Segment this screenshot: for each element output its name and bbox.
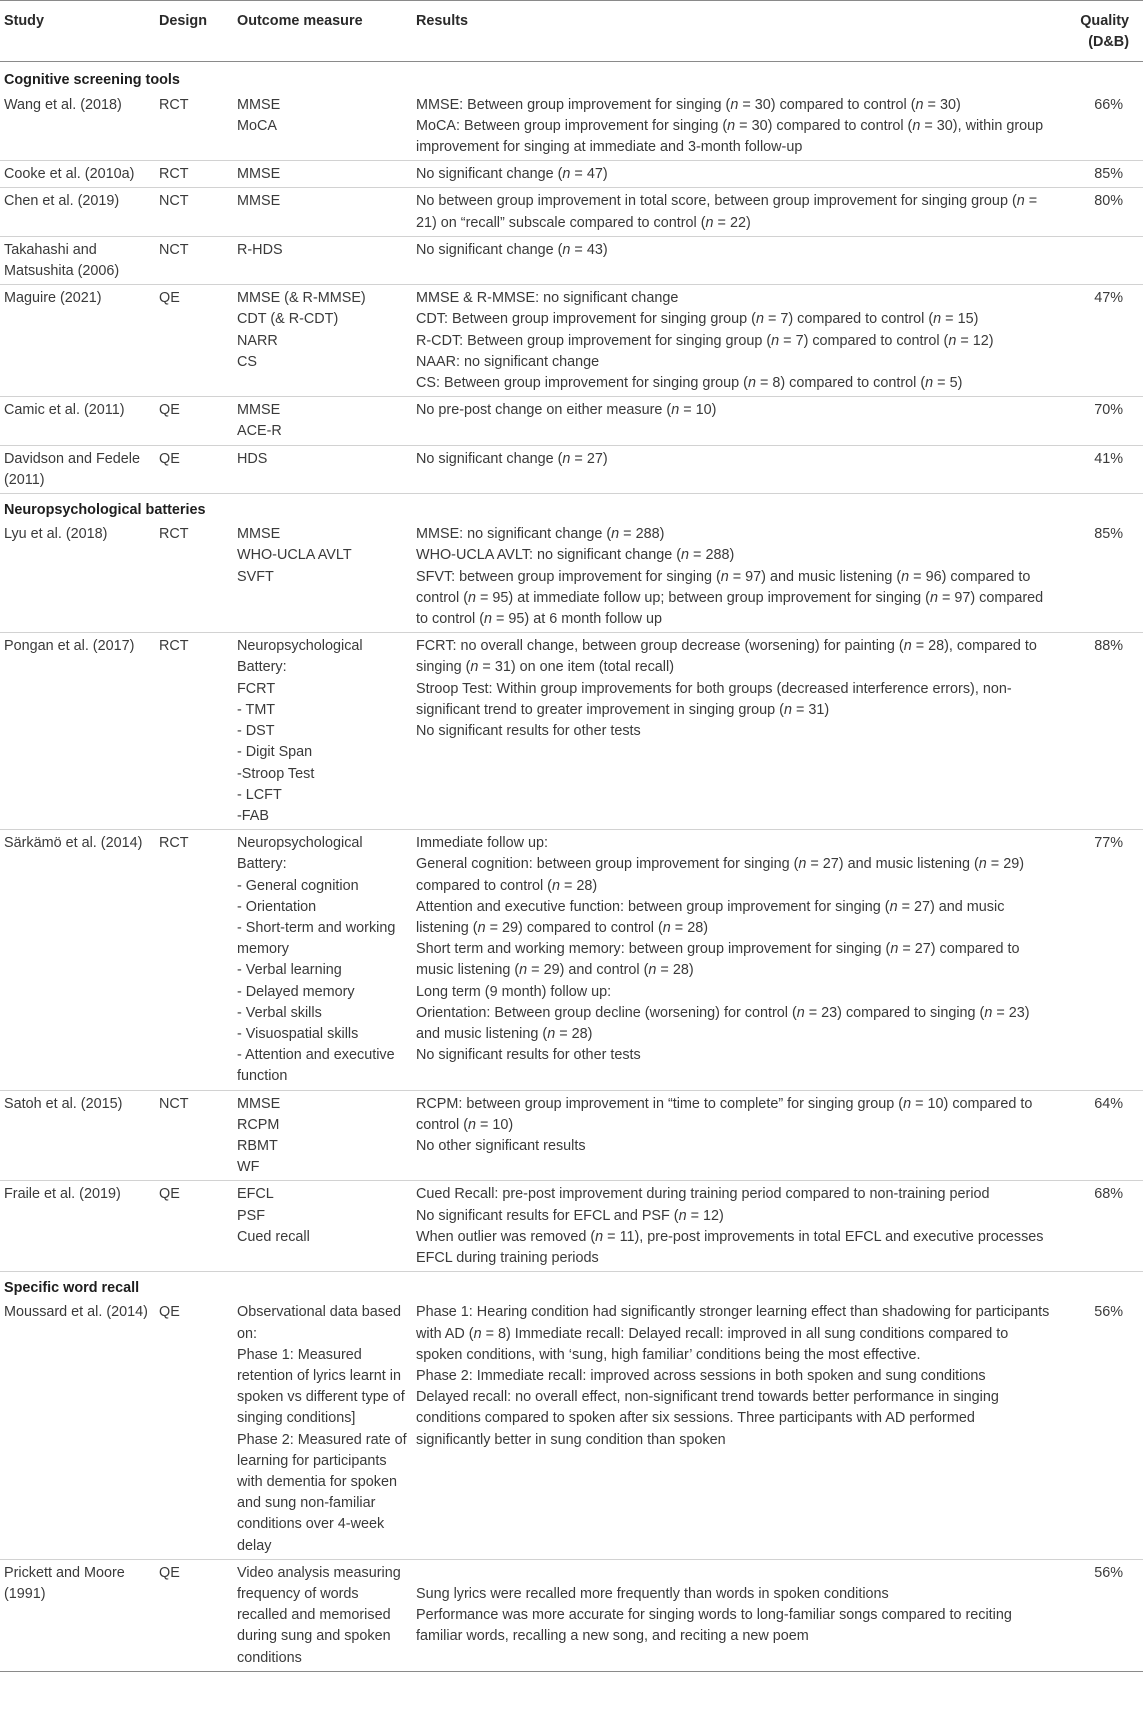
design-cell: QE [155,445,233,493]
outcome-measure-line: HDS [237,450,268,467]
result-line: MoCA: Between group improvement for singing (n = 30) compared to control (n = 30), within group improvement for singing at immediate and 3-month follow-up [416,117,1044,156]
outcome-measure-line: R-HDS [237,241,283,258]
table-row [0,1090,1143,1181]
outcome-measure-line: -FAB [237,807,269,824]
result-line: No other significant results [416,1137,586,1154]
results-cell [412,1559,1063,1671]
quality-cell: 88% [1063,633,1143,830]
outcome-measure-line: - Visuospatial skills [237,1025,359,1042]
design-cell: RCT [155,161,233,188]
outcome-measure-line: MMSE [237,1095,281,1112]
design-cell: RCT [155,92,233,161]
outcome-measure-line: NARR [237,332,278,349]
section-title: Specific word recall [4,1280,140,1297]
header-row [0,1,1143,62]
results-cell [412,521,1063,633]
results-cell [412,445,1063,493]
results-cell [412,188,1063,236]
quality-cell: 66% [1063,92,1143,161]
header-outcome: Outcome measure [233,1,412,62]
outcome-measure-line: CDT (& R-CDT) [237,311,339,328]
outcome-cell [233,92,412,161]
section-title: Neuropsychological batteries [4,502,206,519]
table-row [0,397,1143,445]
table-body [0,62,1143,1671]
outcome-cell [233,161,412,188]
result-line: NAAR: no significant change [416,353,600,370]
study-cell: Wang et al. (2018) [0,92,155,161]
outcome-measure-line: - Orientation [237,898,317,915]
outcome-measure-line: - Verbal learning [237,962,342,979]
study-cell: Cooke et al. (2010a) [0,161,155,188]
result-line: Stroop Test: Within group improvements for both groups (decreased interference errors), non-significant trend to greater improvement in singing group (n = 31) [416,680,1012,718]
outcome-measure-line: MMSE [237,402,281,419]
header-study: Study [0,1,155,62]
section-heading-row [0,1272,1143,1300]
result-line: No significant results for EFCL and PSF (n = 12) [416,1207,724,1224]
results-cell [412,236,1063,284]
outcome-measure-line: MMSE [237,526,281,543]
section-heading-row [0,494,1143,522]
outcome-measure-line: RBMT [237,1137,278,1154]
result-line: No significant results for other tests [416,723,641,740]
design-cell: NCT [155,188,233,236]
outcome-measure-line: - TMT [237,701,276,718]
results-cell [412,285,1063,397]
outcome-cell [233,397,412,445]
results-cell [412,1090,1063,1181]
outcome-measure-line: ACE-R [237,423,282,440]
results-cell [412,397,1063,445]
outcome-measure-line: WHO-UCLA AVLT [237,547,352,564]
quality-cell: 41% [1063,445,1143,493]
quality-cell: 85% [1063,521,1143,633]
study-cell: Lyu et al. (2018) [0,521,155,633]
outcome-measure-line: FCRT [237,680,276,697]
study-cell: Camic et al. (2011) [0,397,155,445]
study-cell: Chen et al. (2019) [0,188,155,236]
design-cell: QE [155,1181,233,1272]
outcome-cell [233,1299,412,1559]
outcome-measure-line: WF [237,1159,260,1176]
study-cell: Moussard et al. (2014) [0,1299,155,1559]
result-line: No significant results for other tests [416,1047,641,1064]
result-line: Orientation: Between group decline (worsening) for control (n = 23) compared to singing (n = 23) and music listening (n = 28) [416,1004,1030,1042]
outcome-cell [233,188,412,236]
design-cell: NCT [155,1090,233,1181]
result-line: When outlier was removed (n = 11), pre-post improvements in total EFCL and executive processes EFCL during training periods [416,1228,1044,1266]
header-quality-line1: Quality [1080,13,1129,29]
table-row [0,830,1143,1090]
table-row [0,285,1143,397]
header-results: Results [412,1,1063,62]
outcome-measure-line: RCPM [237,1116,280,1133]
study-cell: Takahashi and Matsushita (2006) [0,236,155,284]
study-cell: Prickett and Moore (1991) [0,1559,155,1671]
result-line: Delayed recall: no overall effect, non-significant trend towards better performance in singing conditions compared to spoken after six sessions. Three participants with AD performed significantly better in sung condition than spoken [416,1389,999,1448]
result-line: RCPM: between group improvement in “time to complete” for singing group (n = 10) compared to control (n = 10) [416,1095,1033,1133]
section-title: Cognitive screening tools [4,72,180,89]
section-heading-row [0,62,1143,92]
quality-cell: 64% [1063,1090,1143,1181]
outcome-measure-line: MMSE [237,166,281,183]
table-row [0,521,1143,633]
outcome-cell [233,1090,412,1181]
results-cell [412,161,1063,188]
outcome-cell [233,445,412,493]
study-cell: Särkämö et al. (2014) [0,830,155,1090]
outcome-measure-line: - Attention and executive function [237,1047,395,1085]
design-cell: NCT [155,236,233,284]
quality-cell: 70% [1063,397,1143,445]
header-quality [1063,1,1143,62]
table-row [0,633,1143,830]
outcome-cell [233,633,412,830]
results-cell [412,1299,1063,1559]
design-cell: QE [155,1559,233,1671]
outcome-measure-line: Phase 1: Measured retention of lyrics learnt in spoken vs different type of singing conditions] [237,1346,405,1427]
table-row [0,1181,1143,1272]
result-line: Performance was more accurate for singing words to long-familiar songs compared to reciting familiar words, recalling a new song, and reciting a new poem [416,1607,1012,1645]
outcome-cell [233,236,412,284]
quality-cell: 56% [1063,1299,1143,1559]
result-line: Short term and working memory: between group improvement for singing (n = 27) compared to music listening (n = 29) and control (n = 28) [416,941,1020,979]
header-quality-line2: (D&B) [1088,34,1129,51]
outcome-measure-line: Neuropsychological Battery: [237,638,363,676]
outcome-cell [233,521,412,633]
table-row [0,92,1143,161]
design-cell: RCT [155,633,233,830]
table-row [0,236,1143,284]
quality-cell: 85% [1063,161,1143,188]
table-header [0,1,1143,62]
outcome-cell [233,1559,412,1671]
outcome-measure-line: - DST [237,723,275,740]
study-cell: Maguire (2021) [0,285,155,397]
design-cell: RCT [155,830,233,1090]
outcome-measure-line: - Short-term and working memory [237,919,396,958]
result-line: Phase 2: Immediate recall: improved across sessions in both spoken and sung conditions [416,1367,986,1384]
result-line: MMSE: Between group improvement for singing (n = 30) compared to control (n = 30) [416,96,961,113]
result-line: Phase 1: Hearing condition had significantly stronger learning effect than shadowing for participants with AD (n = 8) Immediate recall: Delayed recall: improved in all sung conditions compared to spoken conditions, with ‘sung, high familiar’ conditions being the most effective. [416,1304,1050,1363]
quality-cell: 56% [1063,1559,1143,1671]
results-cell [412,830,1063,1090]
result-line: CS: Between group improvement for singing group (n = 8) compared to control (n = 5) [416,375,963,392]
study-cell: Satoh et al. (2015) [0,1090,155,1181]
outcome-cell [233,830,412,1090]
outcome-measure-line: - LCFT [237,786,282,803]
outcome-measure-line: - Verbal skills [237,1004,322,1021]
outcome-measure-line: CS [237,353,257,370]
table-row [0,1299,1143,1559]
result-line [416,1563,1053,1584]
result-line: Sung lyrics were recalled more frequently than words in spoken conditions [416,1586,889,1603]
study-cell: Pongan et al. (2017) [0,633,155,830]
quality-cell: 47% [1063,285,1143,397]
result-line: Attention and executive function: between group improvement for singing (n = 27) and music listening (n = 29) compared to control (n = 28) [416,898,1005,936]
outcome-measure-line: PSF [237,1207,265,1224]
result-line: No pre-post change on either measure (n = 10) [416,402,717,419]
result-line: CDT: Between group improvement for singing group (n = 7) compared to control (n = 15) [416,311,979,328]
outcome-measure-line: Observational data based on: [237,1304,402,1342]
outcome-measure-line: MMSE [237,96,281,113]
result-line: WHO-UCLA AVLT: no significant change (n = 288) [416,547,735,564]
table-row [0,1559,1143,1671]
header-design: Design [155,1,233,62]
outcome-cell [233,1181,412,1272]
outcome-measure-line: EFCL [237,1186,274,1203]
outcome-measure-line: -Stroop Test [237,765,315,782]
result-line: FCRT: no overall change, between group decrease (worsening) for painting (n = 28), compared to singing (n = 31) on one item (total recall) [416,638,1037,676]
result-line: General cognition: between group improvement for singing (n = 27) and music listening (n = 29) compared to control (n = 28) [416,856,1025,894]
design-cell: QE [155,397,233,445]
result-line: R-CDT: Between group improvement for singing group (n = 7) compared to control (n = 12) [416,332,994,349]
result-line: No significant change (n = 47) [416,166,608,183]
outcome-measure-line: MMSE [237,193,281,210]
quality-cell: 68% [1063,1181,1143,1272]
outcome-measure-line: - Delayed memory [237,983,355,1000]
outcome-measure-line: Phase 2: Measured rate of learning for participants with dementia for spoken and sung non-familiar conditions over 4-week delay [237,1431,407,1554]
outcome-measure-line: SVFT [237,568,274,585]
table-row [0,188,1143,236]
outcome-measure-line: - Digit Span [237,744,313,761]
result-line: MMSE & R-MMSE: no significant change [416,290,679,307]
result-line: No significant change (n = 27) [416,450,608,467]
result-line: Immediate follow up: [416,835,548,852]
study-cell: Davidson and Fedele (2011) [0,445,155,493]
design-cell: QE [155,285,233,397]
outcome-measure-line: Video analysis measuring frequency of words recalled and memorised during sung and spoken conditions [237,1564,401,1666]
study-cell: Fraile et al. (2019) [0,1181,155,1272]
outcome-measure-line: MoCA [237,117,277,134]
design-cell: QE [155,1299,233,1559]
quality-cell: 77% [1063,830,1143,1090]
quality-cell [1063,236,1143,284]
results-cell [412,92,1063,161]
quality-cell: 80% [1063,188,1143,236]
outcome-measure-line: - General cognition [237,877,359,894]
outcome-measure-line: MMSE (& R-MMSE) [237,290,366,307]
outcome-measure-line: Cued recall [237,1228,310,1245]
table-row [0,161,1143,188]
result-line: No between group improvement in total score, between group improvement for singing group (n = 21) on “recall” subscale compared to control (n = 22) [416,193,1038,231]
result-line: MMSE: no significant change (n = 288) [416,526,665,543]
outcome-measure-line: Neuropsychological Battery: [237,835,363,873]
outcome-cell [233,285,412,397]
design-cell: RCT [155,521,233,633]
result-line: Long term (9 month) follow up: [416,983,612,1000]
result-line: No significant change (n = 43) [416,241,608,258]
results-cell [412,1181,1063,1272]
result-line: Cued Recall: pre-post improvement during training period compared to non-training period [416,1186,990,1203]
result-line: SFVT: between group improvement for singing (n = 97) and music listening (n = 96) compared to control (n = 95) at immediate follow up; between group improvement for singing (n = 97) compared to control (n = 95) at 6 month follow up [416,568,1044,628]
results-cell [412,633,1063,830]
table-row [0,445,1143,493]
